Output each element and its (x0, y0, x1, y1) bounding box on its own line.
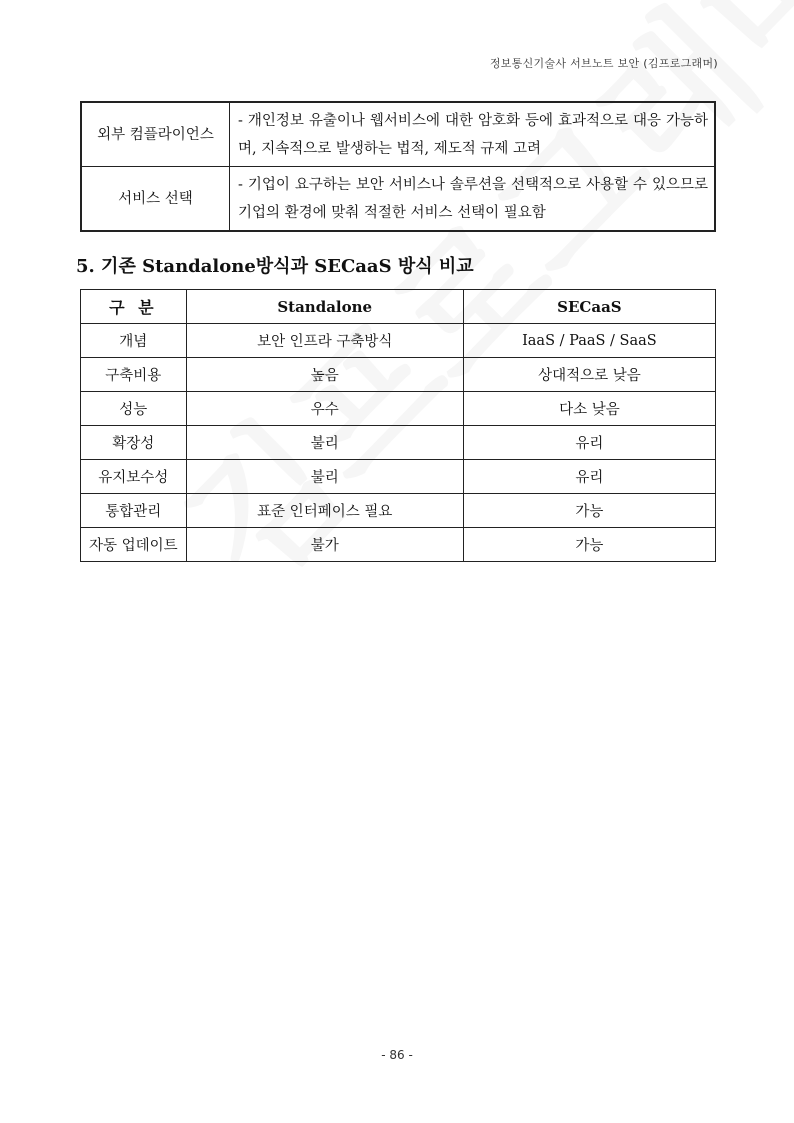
cell-secaas: IaaS / PaaS / SaaS (463, 324, 715, 358)
table-row (81, 102, 715, 167)
table-row (81, 426, 716, 460)
cell-category: 구축비용 (81, 358, 187, 392)
comparison-table (80, 289, 716, 562)
table-row (81, 167, 715, 232)
row-label: 외부 컴플라이언스 (81, 102, 230, 167)
cell-secaas: 다소 낮음 (463, 392, 715, 426)
cell-secaas: 유리 (463, 460, 715, 494)
table-header-row (81, 290, 716, 324)
table-row (81, 460, 716, 494)
column-header-category: 구 분 (81, 290, 187, 324)
table-row (81, 528, 716, 562)
table-row (81, 358, 716, 392)
cell-category: 통합관리 (81, 494, 187, 528)
cell-standalone: 불리 (186, 426, 463, 460)
cell-standalone: 우수 (186, 392, 463, 426)
page-number: - 86 - (381, 1048, 413, 1062)
cell-standalone: 높음 (186, 358, 463, 392)
cell-secaas: 가능 (463, 494, 715, 528)
table-row (81, 494, 716, 528)
section-heading: 5. 기존 Standalone방식과 SECaaS 방식 비교 (76, 256, 474, 277)
top-table (80, 101, 716, 232)
cell-secaas: 가능 (463, 528, 715, 562)
row-description: - 개인정보 유출이나 웹서비스에 대한 암호화 등에 효과적으로 대응 가능하며, 지속적으로 발생하는 법적, 제도적 규제 고려 (230, 102, 716, 167)
cell-category: 개념 (81, 324, 187, 358)
table-row (81, 392, 716, 426)
cell-standalone: 불리 (186, 460, 463, 494)
cell-standalone: 보안 인프라 구축방식 (186, 324, 463, 358)
row-label: 서비스 선택 (81, 167, 230, 232)
cell-category: 유지보수성 (81, 460, 187, 494)
cell-standalone: 불가 (186, 528, 463, 562)
row-description: - 기업이 요구하는 보안 서비스나 솔루션을 선택적으로 사용할 수 있으므로 기업의 환경에 맞춰 적절한 서비스 선택이 필요함 (230, 167, 716, 232)
cell-secaas: 상대적으로 낮음 (463, 358, 715, 392)
column-header-secaas: SECaaS (463, 290, 715, 324)
table-row (81, 324, 716, 358)
column-header-standalone: Standalone (186, 290, 463, 324)
cell-secaas: 유리 (463, 426, 715, 460)
running-header: 정보통신기술사 서브노트 보안 (김프로그래머) (489, 57, 718, 70)
cell-category: 성능 (81, 392, 187, 426)
cell-category: 자동 업데이트 (81, 528, 187, 562)
cell-standalone: 표준 인터페이스 필요 (186, 494, 463, 528)
cell-category: 확장성 (81, 426, 187, 460)
